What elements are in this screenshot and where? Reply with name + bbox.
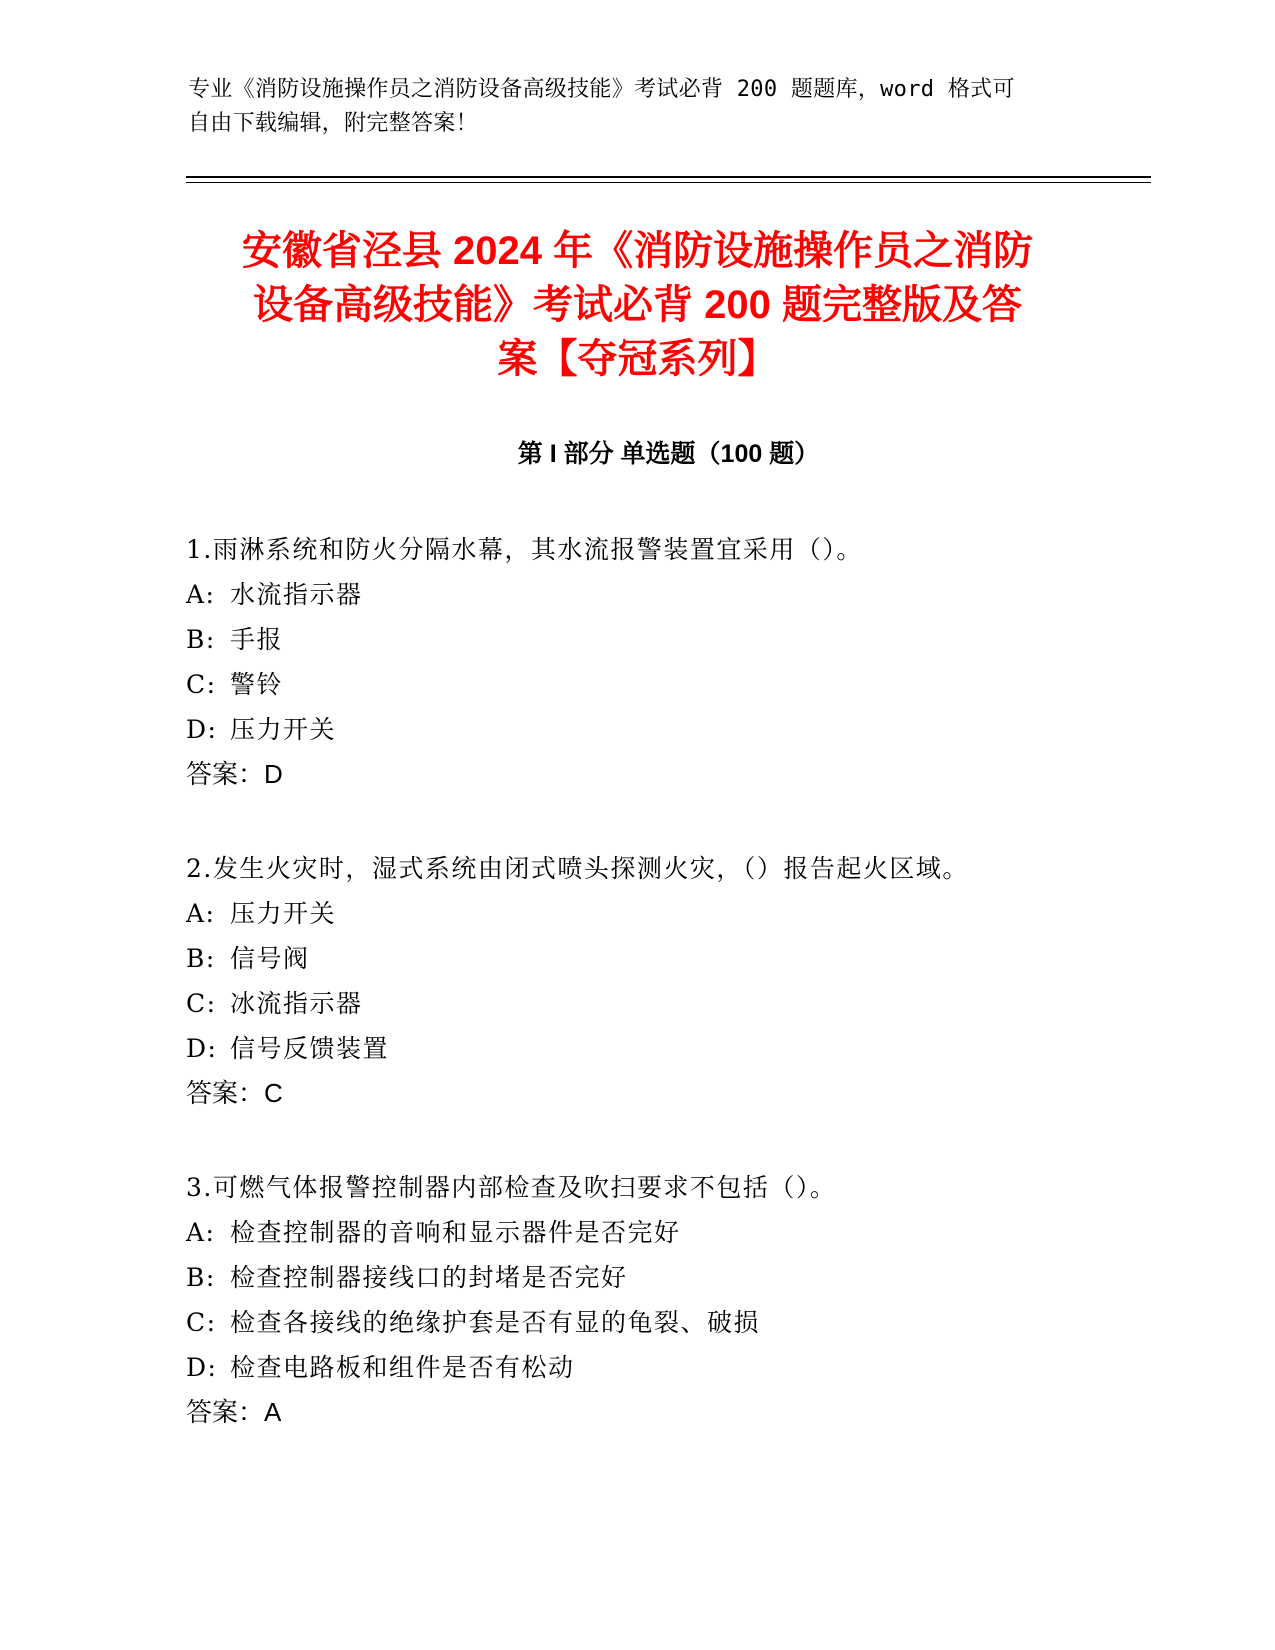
option-text: 压力开关 — [230, 715, 337, 744]
title-line-1: 安徽省泾县 2024 年《消防设施操作员之消防 — [241, 229, 1034, 273]
intro-text — [188, 73, 1068, 141]
option-b — [186, 1255, 1151, 1300]
option-b — [186, 936, 1151, 981]
option-key: B: — [186, 625, 216, 654]
option-key: B: — [186, 944, 216, 973]
option-c — [186, 662, 1151, 707]
option-d — [186, 1345, 1151, 1390]
intro-line-2: 自由下载编辑，附完整答案！ — [188, 111, 478, 136]
option-c — [186, 981, 1151, 1026]
option-text: 警铃 — [230, 670, 284, 699]
question-3 — [186, 1165, 1151, 1435]
answer-line: 答案：A — [186, 1397, 282, 1427]
option-a — [186, 891, 1151, 936]
document-title — [180, 224, 1095, 386]
answer-line: 答案：C — [186, 1078, 283, 1108]
option-text: 手报 — [230, 625, 284, 654]
option-c — [186, 1300, 1151, 1345]
option-key: D: — [186, 1353, 218, 1382]
option-key: A: — [186, 1218, 216, 1247]
option-text: 信号阀 — [230, 944, 310, 973]
intro-line-1: 专业《消防设施操作员之消防设备高级技能》考试必背 200 题题库，word 格式可 — [188, 77, 1015, 102]
section-heading: 第 I 部分 单选题（100 题） — [517, 440, 820, 468]
option-text: 压力开关 — [230, 899, 337, 928]
header-divider-thick — [186, 176, 1151, 178]
option-d — [186, 707, 1151, 752]
option-text: 检查各接线的绝缘护套是否有显的龟裂、破损 — [230, 1308, 761, 1337]
option-key: C: — [186, 670, 217, 699]
option-text: 检查控制器接线口的封堵是否完好 — [230, 1263, 628, 1292]
option-text: 冰流指示器 — [230, 989, 363, 1018]
question-stem: 1.雨淋系统和防火分隔水幕，其水流报警装置宜采用（）。 — [186, 535, 863, 564]
option-b — [186, 617, 1151, 662]
question-2 — [186, 846, 1151, 1116]
title-line-3: 案【夺冠系列】 — [497, 337, 778, 381]
option-key: C: — [186, 989, 217, 1018]
title-line-2: 设备高级技能》考试必背 200 题完整版及答 — [253, 283, 1022, 327]
option-a — [186, 1210, 1151, 1255]
option-key: D: — [186, 715, 218, 744]
option-key: B: — [186, 1263, 216, 1292]
option-text: 水流指示器 — [230, 580, 363, 609]
option-key: C: — [186, 1308, 217, 1337]
option-key: A: — [186, 580, 216, 609]
option-key: A: — [186, 899, 216, 928]
answer-line: 答案：D — [186, 759, 283, 789]
question-1 — [186, 527, 1151, 797]
option-a — [186, 572, 1151, 617]
option-text: 信号反馈装置 — [230, 1034, 390, 1063]
question-stem: 3.可燃气体报警控制器内部检查及吹扫要求不包括（）。 — [186, 1173, 837, 1202]
option-key: D: — [186, 1034, 218, 1063]
option-text: 检查控制器的音响和显示器件是否完好 — [230, 1218, 681, 1247]
option-d — [186, 1026, 1151, 1071]
option-text: 检查电路板和组件是否有松动 — [230, 1353, 575, 1382]
question-stem: 2.发生火灾时，湿式系统由闭式喷头探测火灾，（）报告起火区域。 — [186, 854, 969, 883]
header-divider-thin — [186, 182, 1151, 183]
